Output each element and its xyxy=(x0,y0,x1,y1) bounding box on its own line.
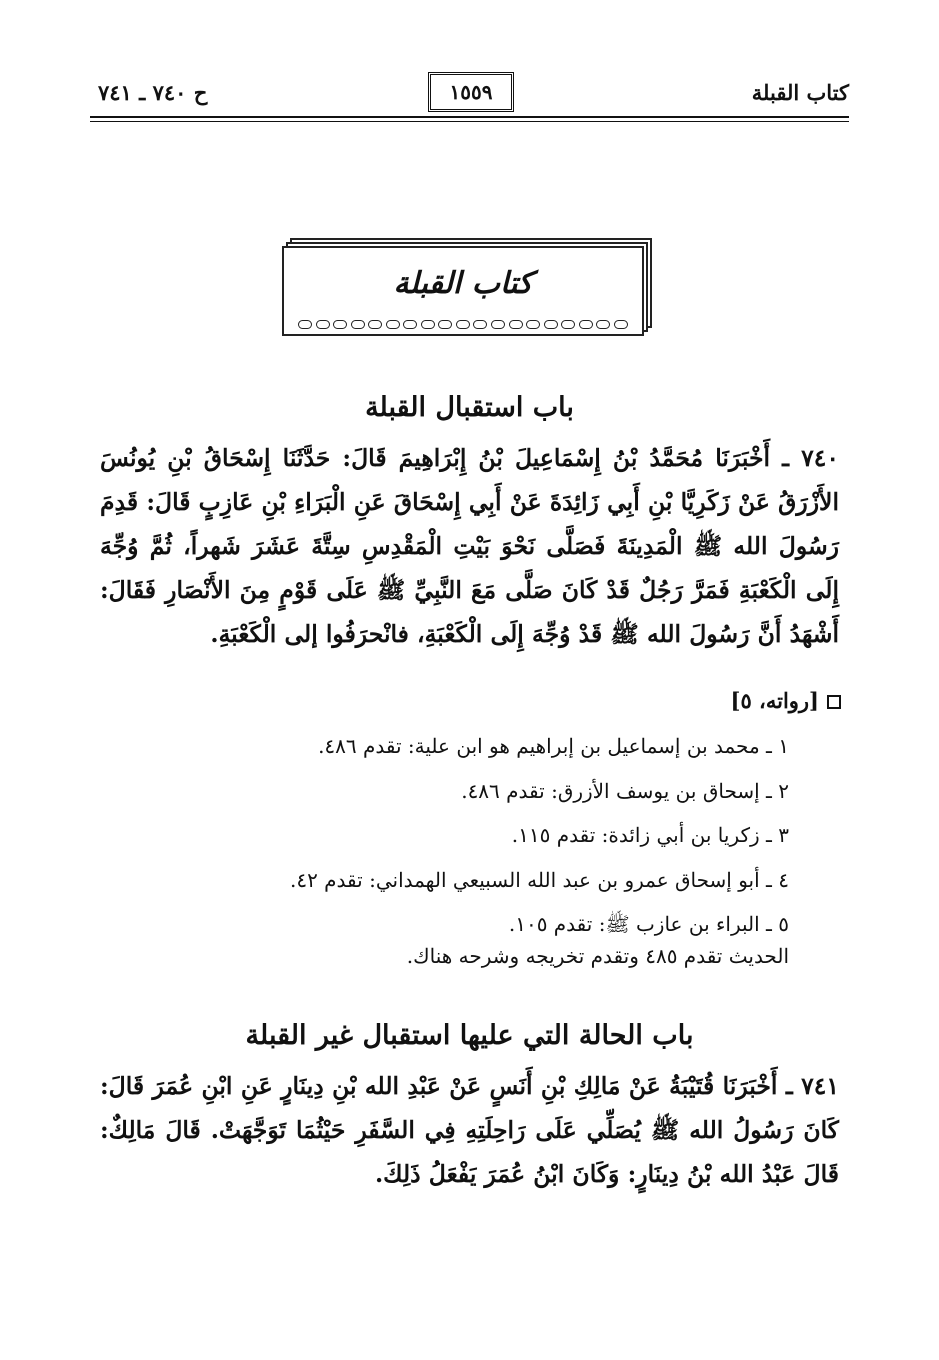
narrator-item: ٤ ـ أبو إسحاق عمرو بن عبد الله السبيعي الهمداني: تقدم ٤٢. xyxy=(289,867,789,892)
page-number: ١٥٥٩ xyxy=(449,80,493,104)
hadith-number: ٧٤٠ xyxy=(801,444,839,472)
hadith-text: ـ أَخْبَرَنَا قُتَيْبَةُ عَنْ مَالِكِ بْنِ أَنَسٍ عَنْ عَبْدِ الله بْنِ دِينَارٍ عَنِ ابْنِ عُمَرَ قَالَ: كَانَ رَسُولُ الله ﷺ يُصَلِّي عَلَى رَاحِلَتِهِ فِي السَّفَرِ حَيْثُمَا تَوَجَّهَتْ. قَالَ مَالِكٌ: قَالَ عَبْدُ الله بْنُ دِينَارٍ: وَكَانَ ابْنُ عُمَرَ يَفْعَلُ ذَلِكَ. xyxy=(100,1072,839,1188)
narrator-item: ٢ ـ إسحاق بن يوسف الأزرق: تقدم ٤٨٦. xyxy=(461,778,789,803)
checkbox-square-icon xyxy=(827,695,841,709)
hadith-paragraph xyxy=(100,436,839,656)
narrator-item: ٣ ـ زكريا بن أبي زائدة: تقدم ١١٥. xyxy=(511,823,789,848)
narrators-heading-text: [رواته، ٥] xyxy=(730,688,819,713)
banner-title: كتاب القبلة xyxy=(393,266,533,301)
chapter-title: باب الحالة التي عليها استقبال غير القبلة xyxy=(245,1020,694,1051)
narrators-list xyxy=(139,724,789,947)
banner-sheet xyxy=(282,246,644,336)
chapter-title: باب استقبال القبلة xyxy=(365,392,574,423)
narrator-item: ٥ ـ البراء بن عازب ﷺ: تقدم ١٠٥. xyxy=(508,912,789,937)
header-rule xyxy=(90,116,849,118)
running-header-book-title: كتاب القبلة xyxy=(751,80,849,105)
hadith-text: ـ أَخْبَرَنَا مُحَمَّدُ بْنُ إِسْمَاعِيلَ بْنُ إِبْرَاهِيمَ قَالَ: حَدَّثَنَا إِسْحَاقُ بْنِ يُونُسَ الأَزْرَقُ عَنْ زَكَرِيَّا بْنِ أَبِي زَائِدَةَ عَنْ أَبِي إِسْحَاقَ عَنِ الْبَرَاءِ بْنِ عَازِبٍ قَالَ: قَدِمَ رَسُولَ الله ﷺ الْمَدِينَةَ فَصَلَّى نَحْوَ بَيْتِ الْمَقْدِسِ سِتَّةَ عَشَرَ شَهراً، ثُمَّ وُجِّهَ إِلَى الْكَعْبَةِ فَمَرَّ رَجُلٌ قَدْ كَانَ صَلَّى مَعَ النَّبِيِّ ﷺ عَلَى قَوْمٍ مِنَ الأَنْصَارِ فَقَالَ: أَشْهَدُ أَنَّ رَسُولَ الله ﷺ قَدْ وُجِّهَ إِلَى الْكَعْبَةِ، فانْحرَفُوا إلى الْكَعْبَةِ. xyxy=(100,444,839,648)
running-header-hadith-range: ح ٧٤٠ ـ ٧٤١ xyxy=(98,80,208,105)
page-number-box xyxy=(428,72,514,112)
hadith-number: ٧٤١ xyxy=(801,1072,839,1100)
narrator-item: ١ ـ محمد بن إسماعيل بن إبراهيم هو ابن علية: تقدم ٤٨٦. xyxy=(318,734,789,758)
hadith-paragraph xyxy=(100,1064,839,1196)
chain-ornament xyxy=(298,320,628,332)
book-title-banner xyxy=(282,238,652,338)
header-rule-thin xyxy=(90,121,849,122)
takhrij-note: الحديث تقدم ٤٨٥ وتقدم تخريجه وشرحه هناك. xyxy=(406,944,789,968)
narrators-heading xyxy=(731,688,841,713)
